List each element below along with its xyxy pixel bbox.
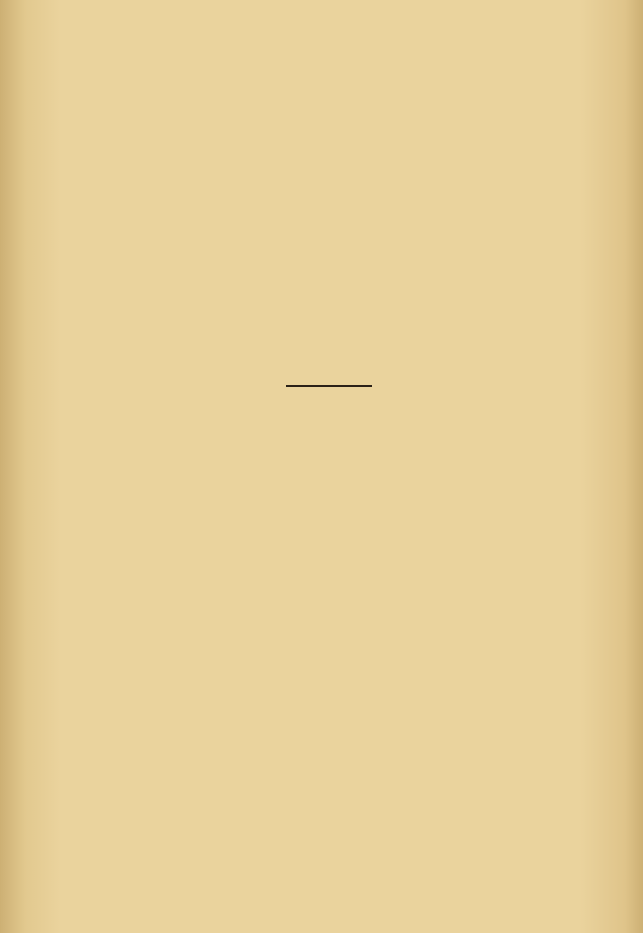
section-divider (286, 385, 372, 387)
